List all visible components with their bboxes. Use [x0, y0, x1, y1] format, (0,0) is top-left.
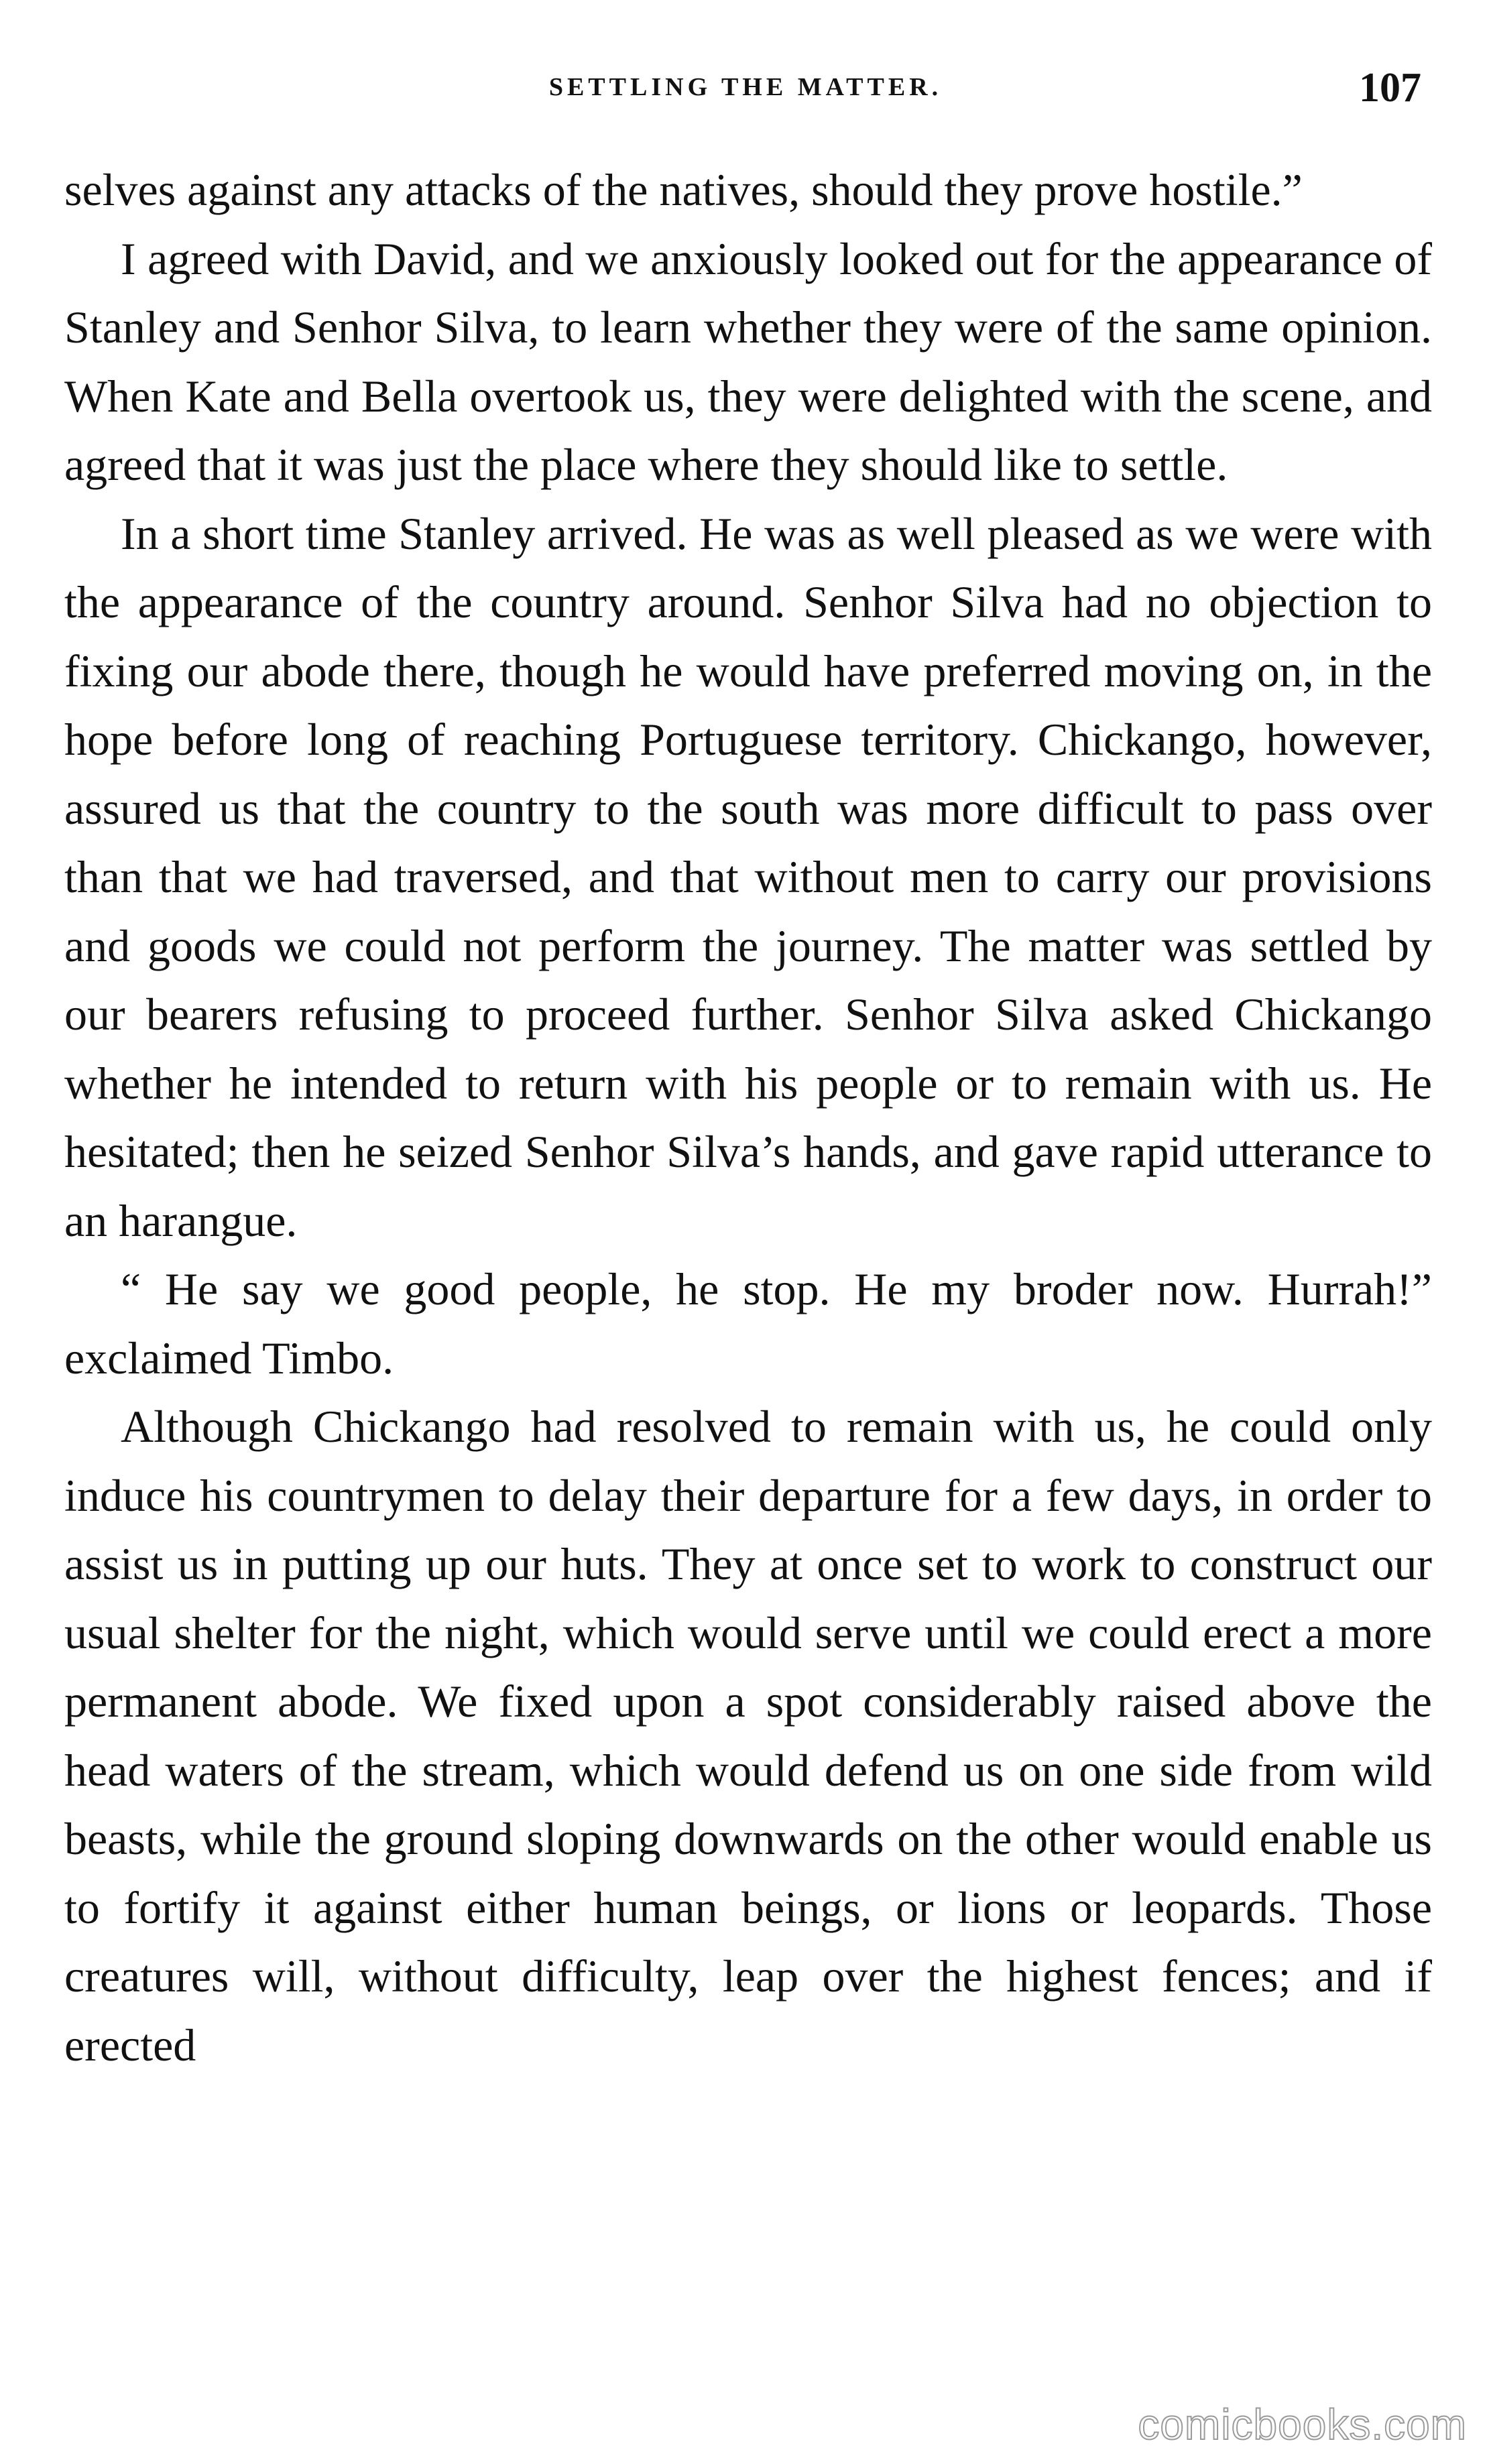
running-title: SETTLING THE MATTER.: [548, 73, 943, 101]
watermark: comicbooks.com: [1138, 2400, 1467, 2449]
paragraph: I agreed with David, and we anxiously looked out for the appearance of Stanley and Senhor Silva, to learn whether they were of the same opinion. When Kate and Bella overtook us, they were delighted with the scene, and agreed that it was just the place where they should like to settle.: [64, 233, 1432, 490]
paragraph: Although Chickango had resolved to remain with us, he could only induce his countrymen to delay their departure for a few days, in order to assist us in putting up our huts. They at once set to work to construct our usual shelter for the night, which would serve until we could erect a more permanent abode. We fixed upon a spot considerably raised above the head waters of the stream, which would defend us on one side from wild beasts, while the ground sloping downwards on the other would enable us to fortify it against either human beings, or lions or leopards. Those creatures will, without difficulty, leap over the highest fences; and if erected: [64, 1401, 1432, 2071]
paragraph: In a short time Stanley arrived. He was as well pleased as we were with the appearance of the country around. Senhor Silva had no objection to fixing our abode there, though he would have preferred moving on, in the hope before long of reaching Portuguese territory. Chickango, however, assured us that the country to the south was more difficult to pass over than that we had traversed, and that without men to carry our provisions and goods we could not perform the journey. The matter was settled by our bearers refusing to proceed further. Senhor Silva asked Chickango whether he intended to return with his people or to remain with us. He hesitated; then he seized Senhor Silva’s hands, and gave rapid utterance to an harangue.: [64, 507, 1432, 1246]
body-text: [64, 156, 1432, 2079]
running-head: [64, 64, 1427, 138]
page-number: 107: [1359, 65, 1421, 111]
paragraph-continued: selves against any attacks of the natives, should they prove hostile.”: [64, 164, 1303, 215]
paragraph: “ He say we good people, he stop. He my broder now. Hurrah!” exclaimed Timbo.: [64, 1264, 1432, 1383]
